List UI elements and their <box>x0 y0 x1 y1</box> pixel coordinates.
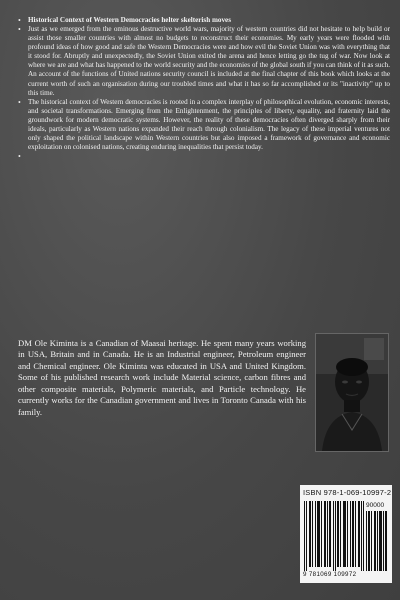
author-bio: DM Ole Kiminta is a Canadian of Maasai heritage. He spent many years working in USA, Britain and in Canada. He is an Industrial engineer, Petroleum engineer and Chemical engineer. Ole Kiminta was educated in USA and United Kingdom. Some of his published research work include Material science, carbon fibres and other composite materials, Polymeric materials, and Particle technology. He currently works for the Canadian government and lives in Toronto Canada with his family. <box>18 338 306 417</box>
synopsis-heading: • Historical Context of Western Democracies helter skelterish moves <box>18 16 390 25</box>
author-portrait-image <box>316 334 388 451</box>
author-photo <box>315 333 389 452</box>
barcode-bars-icon <box>304 501 364 571</box>
isbn-number: ISBN 978-1-069-10997-2 <box>303 488 392 497</box>
isbn-barcode <box>300 485 392 583</box>
synopsis-empty-bullet <box>18 152 390 161</box>
synopsis-paragraph-2: • The historical context of Western democracies is rooted in a complex interplay of philosophical evolution, economic interests, and societal transformations. Emerging from the Enlightenment, the principles of liberty, equality, and fraternity laid the groundwork for modern democratic systems. However, the reality of these democracies often diverged sharply from their ideals, particularly as Western nations expanded their reach through colonialism. The legacy of these imperial ventures not only shaped the political landscape within Western countries but also imposed a framework of governance and economic exploitation on colonised nations, creating enduring inequalities that persist today. <box>18 98 390 152</box>
synopsis-list <box>18 16 390 161</box>
price-bars-icon <box>366 511 388 571</box>
price-code: 90000 <box>366 502 385 509</box>
ean-digits: 9 781069 109972 <box>303 571 357 578</box>
synopsis-paragraph-1: • Just as we emerged from the ominous destructive world wars, majority of western countries did not hesitate to help build or assist those smaller countries with almost no budgets to reconstruct their economies. My early years were flooded with profound ideas of how good and safe the Western Democracies were and how evil the Soviet Union was with everything that it stood for. Abruptly and unexpectedly, the Soviet Union exited the arena and hence letting go the tug of war. Now look at where we are and what has happened to the world security and the economies of the global south if you can think of it as such. An account of the functions of United nations security council is included at the final chapter of this book which looks at the current worth of such an organisation during our troubled times and what it has so far accomplished or its "inactivity" up to this time. <box>18 25 390 98</box>
